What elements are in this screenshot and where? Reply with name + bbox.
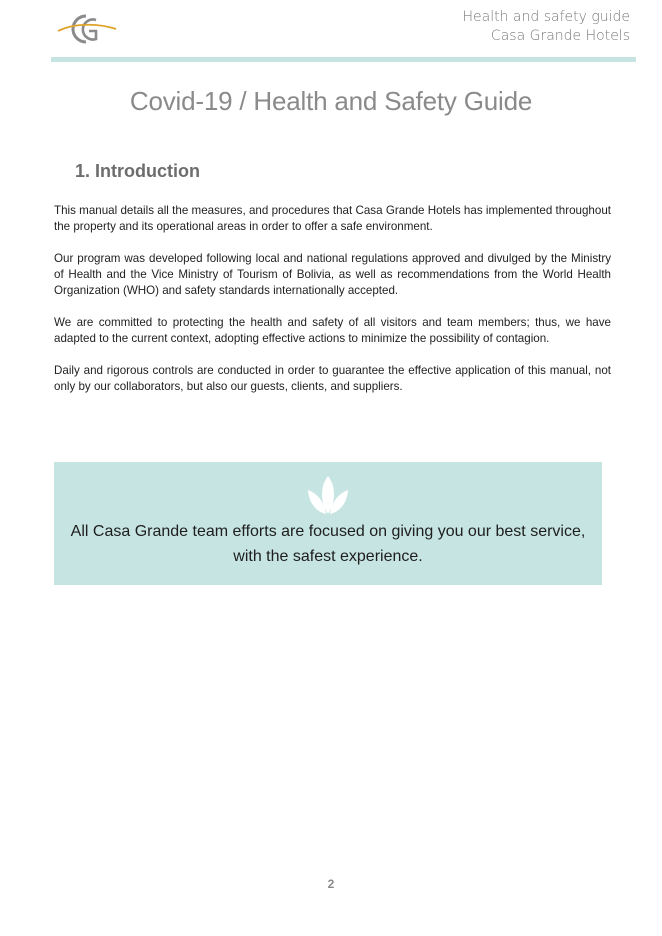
section-heading: 1. Introduction [75, 161, 200, 181]
paragraph-1: This manual details all the measures, and procedures that Casa Grande Hotels has implemented throughout the property and its operational areas in order to offer a safe environment. [54, 204, 611, 233]
introduction-body [54, 203, 611, 411]
header-hotel-name: Casa Grande Hotels [490, 28, 630, 44]
header-guide-label: Health and safety guide [462, 9, 630, 25]
leaf-icon [305, 474, 351, 516]
casa-grande-logo [56, 10, 118, 48]
header-divider [51, 57, 636, 62]
page-title: Covid-19 / Health and Safety Guide [129, 86, 533, 116]
callout-line-2: with the safest experience. [233, 548, 423, 565]
page-number: 2 [327, 877, 335, 891]
header-title [462, 8, 630, 46]
paragraph-2: Our program was developed following local and national regulations approved and divulged by the Ministry of Health and the Vice Ministry of Tourism of Bolivia, as well as recommendations from the World Health Organization (WHO) and safety standards internationally accepted. [54, 252, 611, 297]
cg-logo-icon [56, 10, 118, 48]
paragraph-4: Daily and rigorous controls are conducted in order to guarantee the effective application of this manual, not only by our collaborators, but also our guests, clients, and suppliers. [54, 364, 611, 393]
paragraph-3: We are committed to protecting the health and safety of all visitors and team members; thus, we have adapted to the current context, adopting effective actions to minimize the possibility of contagion. [54, 316, 611, 345]
callout-box [54, 462, 602, 585]
callout-message [54, 519, 602, 569]
callout-line-1: All Casa Grande team efforts are focused on giving you our best service, [70, 523, 586, 540]
